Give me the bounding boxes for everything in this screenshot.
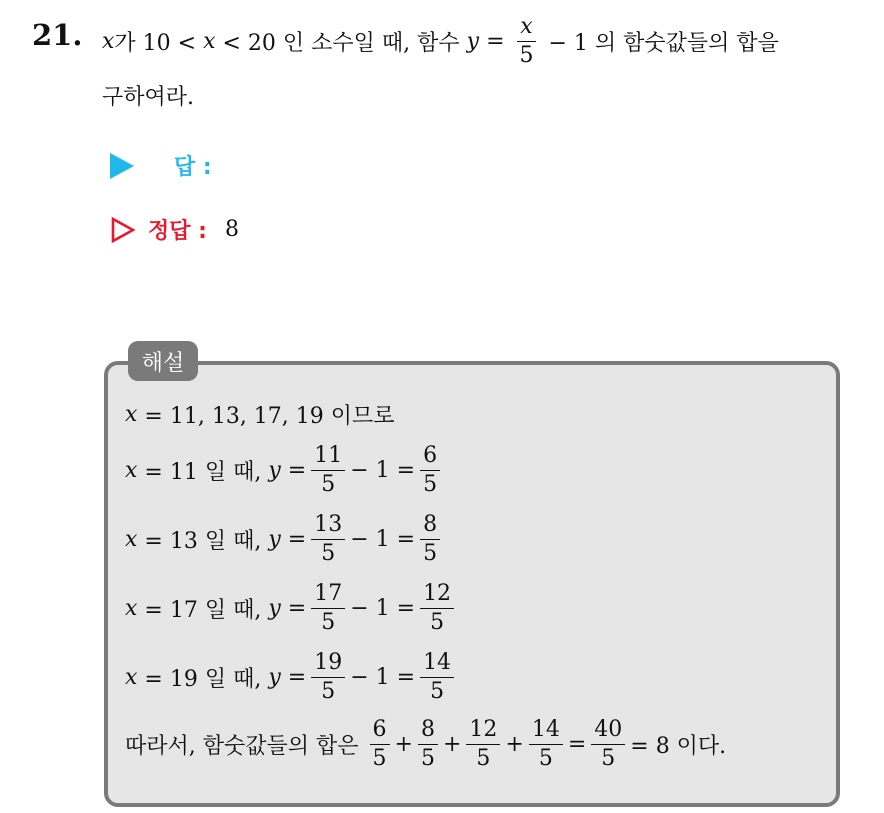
question-text-2: < 20 인 소수일 때, 함수 [215,30,467,56]
var-y: y [268,526,281,552]
equals: = [567,731,587,757]
minus-one-equals: − 1 = [350,664,416,690]
var-x: x [125,664,138,690]
solution-text: 따라서, 함숫값들의 합은 [125,733,359,759]
fraction [311,511,345,566]
minus-one-equals: − 1 = [350,595,416,621]
question-line-2: 구하여라. [102,85,195,110]
var-y: y [268,595,281,621]
solution-line-sum [125,714,726,774]
var-x: x [102,28,115,54]
question-line-1 [102,13,779,68]
fraction-numerator: 6 [370,719,390,745]
fraction-numerator: 40 [591,719,625,745]
var-x: x [203,28,216,54]
fraction-numerator: 8 [420,514,440,540]
solution-text: = 8 이다. [630,733,727,759]
fraction-numerator: 6 [420,445,440,471]
fraction-denominator: 5 [538,745,553,771]
fraction [311,442,345,497]
fraction [420,442,440,497]
fraction-denominator: 5 [476,745,491,771]
fraction-numerator: 14 [529,719,563,745]
equals: = [280,526,307,552]
solution-text: = 11, 13, 17, 19 이므로 [137,403,395,429]
fraction-numerator: 11 [311,445,345,471]
var-x: x [125,401,138,427]
solution-text: = 13 일 때, [137,528,269,554]
fraction-denominator: 5 [321,471,336,497]
fraction-denominator: 5 [601,745,616,771]
fraction-denominator: 5 [321,678,336,704]
minus-one-equals: − 1 = [350,457,416,483]
solution-text: = 19 일 때, [137,666,269,692]
fraction-numerator: 8 [418,719,438,745]
solution-line-x19 [125,647,459,707]
fraction [517,13,537,68]
fraction [420,649,454,704]
fraction [370,716,390,771]
equals: = [280,595,307,621]
var-x: x [125,526,138,552]
solution-text: = 17 일 때, [137,597,269,623]
correct-answer-row [110,214,239,245]
question-text-3: = [479,28,512,54]
answer-label: 답 : [174,155,212,180]
fraction-numerator: 19 [311,652,345,678]
fraction-numerator: 13 [311,514,345,540]
correct-answer-value: 8 [224,217,239,242]
fraction-denominator: 5 [430,678,445,704]
fraction-numerator: 12 [420,583,454,609]
solution-text: = 11 일 때, [137,459,269,485]
answer-row [110,150,212,181]
fraction [311,649,345,704]
question-number: 21. [32,18,83,52]
fraction [418,716,438,771]
solution-tab: 해설 [128,341,198,381]
fraction [529,716,563,771]
fraction [466,716,500,771]
plus-sign: + [442,731,462,757]
var-x: x [125,595,138,621]
play-triangle-outline-icon [110,216,136,244]
play-triangle-filled-icon [110,153,134,179]
equals: = [280,457,307,483]
solution-line-primes [125,396,395,432]
correct-answer-label: 정답 : [148,219,207,244]
var-x: x [125,457,138,483]
question-text-4: − 1 의 함숫값들의 합을 [541,30,779,56]
fraction [591,716,625,771]
fraction-denominator: 5 [420,745,435,771]
fraction-numerator: 14 [420,652,454,678]
plus-sign: + [505,731,524,757]
fraction-denominator: 5 [321,609,336,635]
solution-line-x11 [125,440,445,500]
question-text-1: 가 10 < [114,30,204,56]
fraction-denominator: 5 [519,42,534,68]
fraction-denominator: 5 [430,609,445,635]
fraction [311,580,345,635]
solution-line-x17 [125,578,459,638]
fraction-denominator: 5 [321,540,336,566]
fraction-numerator: 17 [311,583,345,609]
fraction-denominator: 5 [423,471,438,497]
var-y: y [466,28,480,54]
plus-sign: + [394,731,413,757]
fraction-numerator: x [517,16,535,42]
solution-line-x13 [125,509,445,569]
minus-one-equals: − 1 = [350,526,416,552]
fraction-denominator: 5 [372,745,387,771]
var-y: y [268,664,281,690]
equals: = [280,664,307,690]
fraction-numerator: 12 [466,719,500,745]
fraction [420,580,454,635]
var-y: y [268,457,281,483]
fraction [420,511,440,566]
fraction-denominator: 5 [423,540,438,566]
